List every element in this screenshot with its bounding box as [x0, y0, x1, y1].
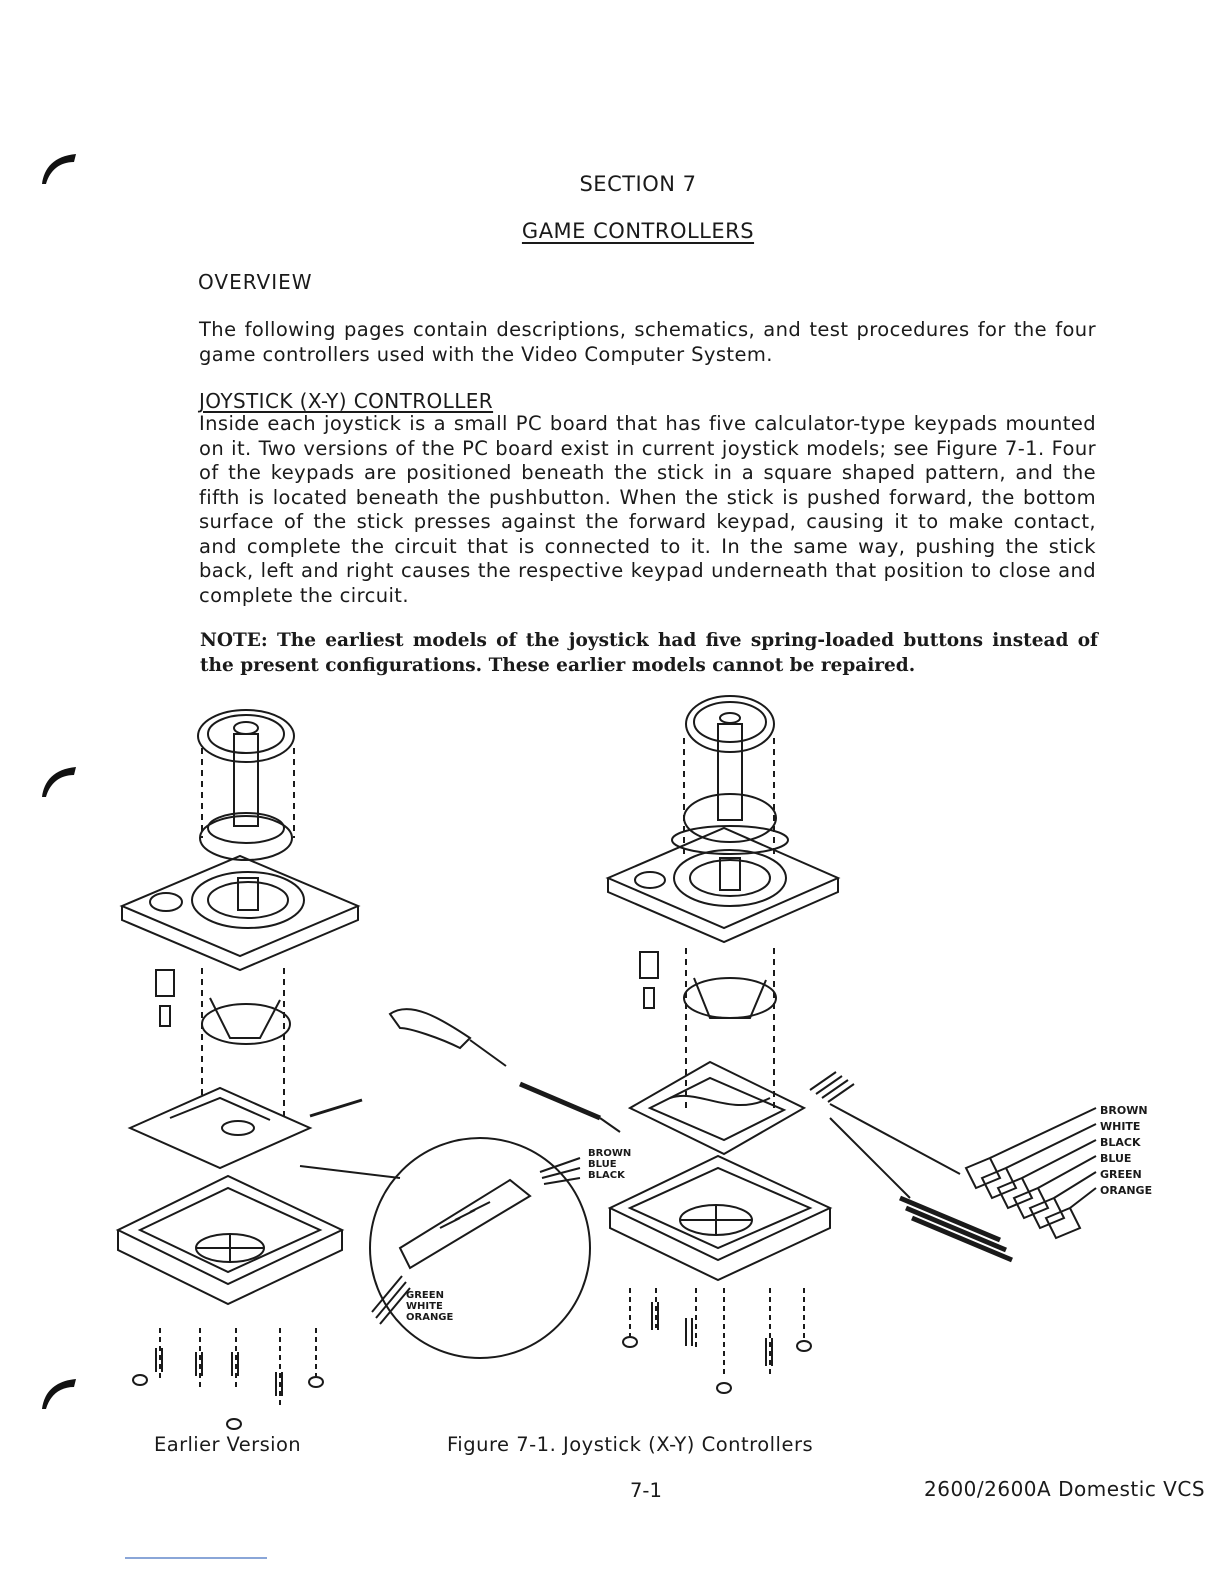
scan-artifact-line — [125, 1557, 267, 1559]
right-wire-label: BLACK — [1100, 1136, 1141, 1149]
joystick-exploded-diagram — [110, 688, 1170, 1430]
section-number: SECTION 7 — [579, 172, 697, 196]
right-wire-label: BLUE — [1100, 1152, 1132, 1165]
figure-caption: Figure 7-1. Joystick (X-Y) Controllers — [447, 1433, 814, 1456]
overview-paragraph: The following pages contain descriptions, schematics, and test procedures for the four game controllers used with the Video Computer System. — [199, 318, 1096, 366]
page-number: 7-1 — [630, 1479, 662, 1502]
inset-wire-label-bottom: WHITE — [406, 1301, 443, 1312]
earlier-version-caption: Earlier Version — [154, 1433, 302, 1456]
punch-mark — [40, 1375, 76, 1411]
joystick-paragraph: Inside each joystick is a small PC board that has five calculator-type keypads mounted on it. Two versions of the PC board exist in current joystick models; see Figure 7-1. Four of the keypads are positioned beneath the stick in a square shaped pattern, and the fifth is located beneath the pushbutton. When the stick is pushed forward, the bottom surface of the stick presses against the forward keypad, causing it to make contact, and complete the circuit that is connected to it. In the same way, pushing the stick back, left and right causes the respective keypad underneath that position to close and complete the circuit. — [199, 412, 1096, 607]
right-wire-label: BROWN — [1100, 1104, 1148, 1117]
inset-wire-label-top: BLUE — [588, 1159, 617, 1170]
wire-connectors — [900, 1108, 1096, 1260]
right-wire-label: GREEN — [1100, 1168, 1142, 1181]
note-paragraph: NOTE: The earliest models of the joystick had five spring-loaded buttons instead of the present configurations. These earlier models cannot be repaired. — [200, 630, 1098, 676]
joystick-heading: JOYSTICK (X-Y) CONTROLLER — [199, 389, 494, 413]
page-title: GAME CONTROLLERS — [521, 219, 755, 243]
right-wire-label: WHITE — [1100, 1120, 1141, 1133]
inset-wire-label-top: BROWN — [588, 1148, 632, 1159]
current-version-assembly — [608, 696, 960, 1393]
inset-wire-label-bottom: ORANGE — [406, 1312, 454, 1323]
inset-wire-label-bottom: GREEN — [406, 1290, 444, 1301]
document-footer: 2600/2600A Domestic VCS — [924, 1477, 1206, 1501]
overview-heading: OVERVIEW — [198, 270, 313, 294]
right-wire-label: ORANGE — [1100, 1184, 1153, 1197]
earlier-version-assembly — [118, 710, 400, 1429]
inset-wire-label-top: BLACK — [588, 1170, 625, 1181]
punch-mark — [40, 763, 76, 799]
